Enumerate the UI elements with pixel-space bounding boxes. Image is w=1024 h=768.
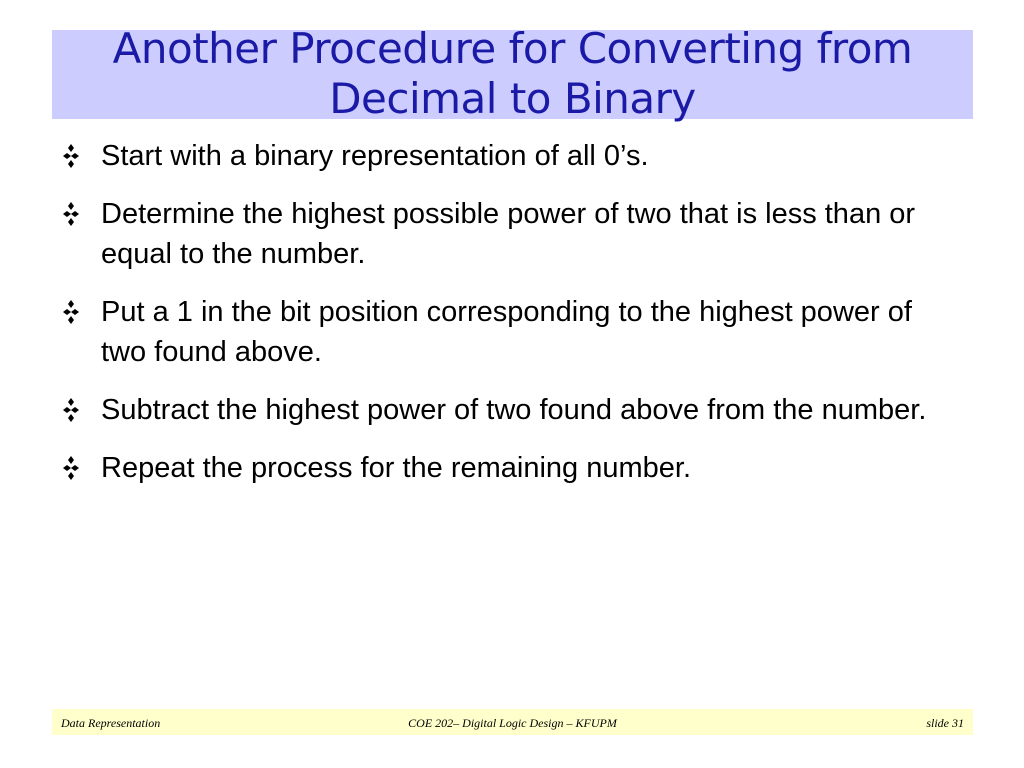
diamond-bullet-icon <box>62 455 92 481</box>
bullet-text: Start with a binary representation of all 0’s. <box>101 140 649 172</box>
footer-slide-number: slide 31 <box>926 716 964 730</box>
slide-footer <box>52 709 973 735</box>
diamond-bullet-icon <box>62 201 92 227</box>
bullet-text: Determine the highest possible power of two that is less than or equal to the number. <box>101 198 916 270</box>
slide-title: Another Procedure for Converting from Decimal to Binary <box>112 24 913 123</box>
bullet-item <box>62 390 962 430</box>
bullet-item <box>62 136 962 176</box>
bullet-item <box>62 194 962 274</box>
bullet-text: Put a 1 in the bit position corresponding to the highest power of two found above. <box>101 296 912 368</box>
bullet-text: Subtract the highest power of two found above from the number. <box>101 394 927 426</box>
footer-section-name: Data Representation <box>61 716 161 730</box>
bullet-item <box>62 448 962 488</box>
diamond-bullet-icon <box>62 143 92 169</box>
bullet-text: Repeat the process for the remaining number. <box>101 452 691 484</box>
diamond-bullet-icon <box>62 397 92 423</box>
footer-course-name: COE 202– Digital Logic Design – KFUPM <box>408 716 617 730</box>
bullet-item <box>62 292 962 372</box>
diamond-bullet-icon <box>62 299 92 325</box>
bullet-list <box>62 136 962 506</box>
